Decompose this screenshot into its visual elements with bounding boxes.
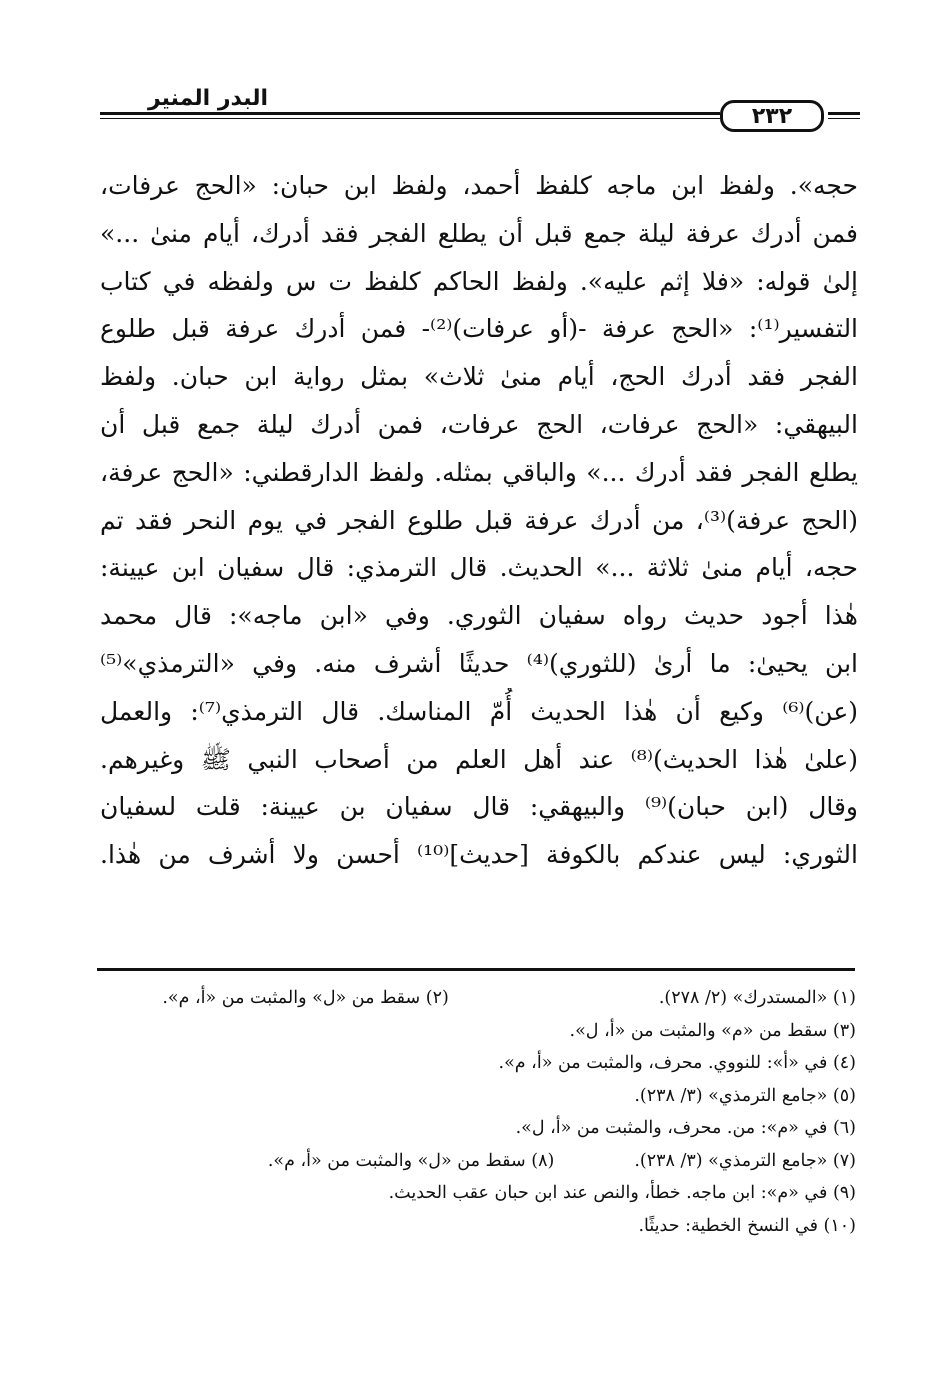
footnote-8: (٨) سقط من «ل» والمثبت من «أ، م». bbox=[267, 1150, 555, 1171]
text-line: (علىٰ هٰذا الحديث)⁽⁸⁾ عند أهل العلم من أصحاب النبي ﷺ وغيرهم. bbox=[100, 744, 858, 774]
footnote-9: (٩) في «م»: ابن ماجه. خطأ، والنص عند ابن حبان عقب الحديث. bbox=[388, 1183, 856, 1203]
text-line: الفجر فقد أدرك الحج، أيام منىٰ ثلاث» بمثل رواية ابن حبان. ولفظ bbox=[100, 362, 858, 392]
text-line: هٰذا أجود حديث رواه سفيان الثوري. وفي «ابن ماجه»: قال محمد bbox=[100, 601, 858, 631]
page-header bbox=[100, 88, 860, 138]
text-line: وقال (ابن حبان)⁽⁹⁾ والبيهقي: قال سفيان بن عيينة: قلت لسفيان bbox=[100, 792, 858, 822]
text-line: فمن أدرك عرفة ليلة جمع قبل أن يطلع الفجر فقد أدرك، أيام منىٰ ...» bbox=[100, 218, 858, 248]
footnote-4: (٤) في «أ»: للنووي. محرف، والمثبت من «أ، م». bbox=[498, 1053, 856, 1073]
footnote-separator bbox=[97, 968, 855, 971]
text-line: الثوري: ليس عندكم بالكوفة [حديث]⁽¹⁰⁾ أحسن ولا أشرف من هٰذا. bbox=[100, 840, 858, 870]
footnote-5: (٥) «جامع الترمذي» (٣/ ٢٣٨). bbox=[634, 1085, 856, 1106]
footnote-10: (١٠) في النسخ الخطية: حديثًا. bbox=[638, 1215, 856, 1236]
text-line: (الحج عرفة)⁽³⁾، من أدرك عرفة قبل طلوع الفجر في يوم النحر فقد تم bbox=[100, 505, 858, 535]
text-line: (عن)⁽⁶⁾ وكيع أن هٰذا الحديث أُمّ المناسك. قال الترمذي⁽⁷⁾: والعمل bbox=[100, 696, 858, 726]
page-number: ٢٣٢ bbox=[720, 100, 824, 132]
footnote-7: (٧) «جامع الترمذي» (٣/ ٢٣٨). bbox=[634, 1150, 856, 1171]
footnote-1: (١) «المستدرك» (٢/ ٢٧٨). bbox=[658, 988, 856, 1008]
footnote-2: (٢) سقط من «ل» والمثبت من «أ، م». bbox=[162, 988, 449, 1008]
footnote-6: (٦) في «م»: من. محرف، والمثبت من «أ، ل». bbox=[515, 1118, 856, 1138]
text-line: ابن يحيىٰ: ما أرىٰ (للثوري)⁽⁴⁾ حديثًا أشرف منه. وفي «الترمذي»⁽⁵⁾ bbox=[100, 648, 858, 678]
text-line: التفسير⁽¹⁾: «الحج عرفة -(أو عرفات)⁽²⁾- فمن أدرك عرفة قبل طلوع bbox=[100, 314, 858, 344]
main-text bbox=[100, 162, 858, 879]
text-line: حجه». ولفظ ابن ماجه كلفظ أحمد، ولفظ ابن حبان: «الحج عرفات، bbox=[100, 171, 858, 200]
text-line: البيهقي: «الحج عرفات، الحج عرفات، فمن أدرك ليلة جمع قبل أن bbox=[100, 409, 858, 439]
text-line: إلىٰ قوله: «فلا إثم عليه». ولفظ الحاكم كلفظ ت س ولفظه في كتاب bbox=[100, 266, 858, 296]
footnote-3: (٣) سقط من «م» والمثبت من «أ، ل». bbox=[569, 1020, 856, 1041]
footnote-row bbox=[100, 982, 858, 1015]
text-line: حجه، أيام منىٰ ثلاثة ...» الحديث. قال الترمذي: قال سفيان ابن عيينة: bbox=[100, 553, 858, 583]
running-title: البدر المنير bbox=[148, 86, 269, 111]
footnotes bbox=[100, 982, 858, 1242]
text-line: يطلع الفجر فقد أدرك ...» والباقي بمثله. ولفظ الدارقطني: «الحج عرفة، bbox=[100, 457, 858, 487]
footnote-row bbox=[100, 1145, 858, 1178]
